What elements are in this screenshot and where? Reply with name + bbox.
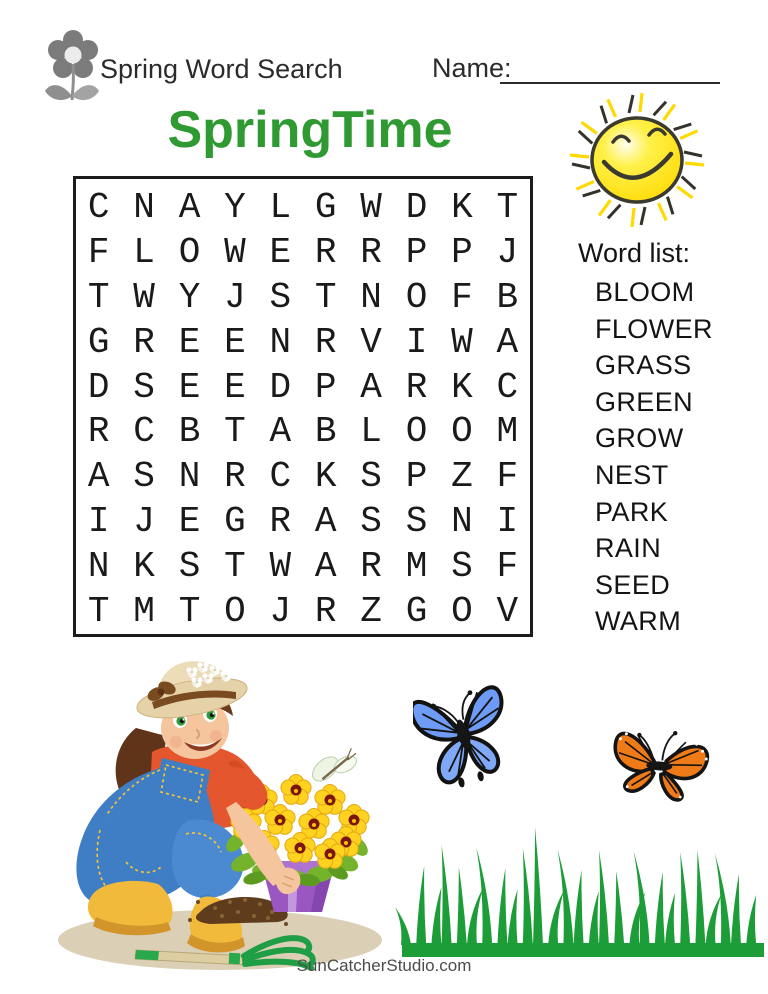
word-list-item: FLOWER [595,313,713,344]
grid-cell: J [224,276,246,318]
grid-cell: V [496,591,519,633]
grid-cell: L [269,186,292,228]
grid-cell: P [405,456,428,498]
grid-cell: W [224,231,246,273]
grid-cell: O [178,231,201,273]
grid-cell: A [87,456,110,498]
grid-cell: S [360,501,382,543]
grid-cell: L [133,231,155,273]
grid-cell: N [133,186,155,228]
grid-cell: W [133,276,155,318]
grid-cell: E [178,366,201,408]
grid-cell: C [269,456,292,498]
word-list-item: BLOOM [595,277,695,307]
grid-cell: R [405,366,428,408]
word-list-item: GRASS [595,350,692,381]
grid-cell: A [314,501,337,543]
grid-cell: B [314,411,337,453]
grid-cell: T [224,546,246,588]
grid-cell: R [314,321,337,363]
grid-cell: I [496,501,519,543]
grid-cell: C [133,411,155,453]
grid-cell: G [314,186,337,228]
grid-cell: I [405,321,428,363]
grid-cell: S [178,546,201,588]
grid-cell: M [405,546,428,588]
grid-cell: R [314,231,337,273]
grid-cell: A [360,366,382,408]
grid-cell: K [314,456,337,498]
grid-cell: O [451,591,473,633]
name-label: Name: [432,53,512,83]
worksheet-title: Spring Word Search [100,54,343,84]
grid-cell: E [224,321,246,363]
grid-cell: P [451,231,473,273]
word-list [578,274,713,640]
word-list-item: GREEN [595,386,694,417]
grid-cell: M [133,591,155,633]
grid-cell: O [405,276,428,318]
grid-cell: A [496,321,519,363]
grid-cell: K [133,546,155,588]
grid-cell: B [496,276,519,318]
word-search-grid [73,176,533,637]
grid-cell: G [405,591,428,633]
grid-cell: R [360,231,382,273]
grid-cell: R [224,456,246,498]
grid-cell: G [87,321,110,363]
grid-cell: W [269,546,292,588]
credit-text: SunCatcherStudio.com [296,956,472,975]
grid-cell: T [87,591,110,633]
word-list-heading: Word list: [578,238,691,268]
word-list-item: SEED [595,569,671,600]
grid-cell: G [224,501,246,543]
word-list-panel [578,238,713,640]
blue-butterfly-illustration [413,676,513,788]
grid-cell: T [87,276,110,318]
grid-cell: R [133,321,155,363]
grid-cell: C [496,366,519,408]
grid-cell: R [314,591,337,633]
grid-cell: Z [451,456,473,498]
grid-cell: S [360,456,382,498]
grid-cell: W [360,186,382,228]
grid-cell: F [451,276,473,318]
grid-cell: D [405,186,428,228]
grid-cell: S [451,546,473,588]
grid-cell: E [269,231,292,273]
grid-cell: E [224,366,246,408]
grid-cell: A [269,411,292,453]
grid-cell: E [178,501,201,543]
grid-cell: Y [178,276,201,318]
grid-cell: T [178,591,201,633]
grid-cell: Y [224,186,246,228]
grass-illustration [392,812,768,958]
grid-cell: R [269,501,292,543]
grid-cell: D [87,366,110,408]
grid-cell: N [451,501,473,543]
grid-cell: M [496,411,519,453]
grid-cell: T [224,411,246,453]
grid-cell: P [314,366,337,408]
grid-cell: F [496,456,519,498]
word-list-item: GROW [595,423,684,454]
grid-cell: W [451,321,473,363]
grid-cell: O [451,411,473,453]
grid-cell: D [269,366,292,408]
grid-cell: K [451,186,473,228]
grid-cell: A [178,186,201,228]
grid-cell: S [405,501,428,543]
girl-gardening-illustration [40,650,385,980]
word-list-item: RAIN [595,533,662,564]
name-line [500,56,720,84]
grid-cell: T [314,276,337,318]
grid-cell: I [87,501,110,543]
grid-cell: N [178,456,201,498]
grid-cell: A [314,546,337,588]
grid-cell: T [496,186,519,228]
grid-cell: N [269,321,292,363]
grid-cell: J [133,501,155,543]
sun-icon [545,90,705,232]
flower-icon [42,28,106,106]
grid-cell: V [360,321,382,363]
grid-cell: S [133,456,155,498]
word-list-item: WARM [595,606,682,637]
grid-cell: J [496,231,519,273]
grid-cell: F [496,546,519,588]
grid-cell: J [269,591,292,633]
grid-cell: B [178,411,201,453]
grid-cell: N [87,546,110,588]
grid-cell: R [87,411,110,453]
grid-cell: Z [360,591,382,633]
grid-cell: E [178,321,201,363]
word-list-item: PARK [595,496,669,527]
grid-cell: C [87,186,110,228]
grid-cell: P [405,231,428,273]
grid-cell: L [360,411,382,453]
grid-cell: F [87,231,110,273]
grid-cell: S [133,366,155,408]
puzzle-title: SpringTime [167,101,453,159]
grid-cell: O [224,591,246,633]
grid-cell: K [451,366,473,408]
grid-cell: S [269,276,292,318]
orange-butterfly-illustration [608,722,712,802]
grid-cell: N [360,276,382,318]
grid-cell: O [405,411,428,453]
grid-cell: R [360,546,382,588]
word-list-item: NEST [595,459,669,490]
